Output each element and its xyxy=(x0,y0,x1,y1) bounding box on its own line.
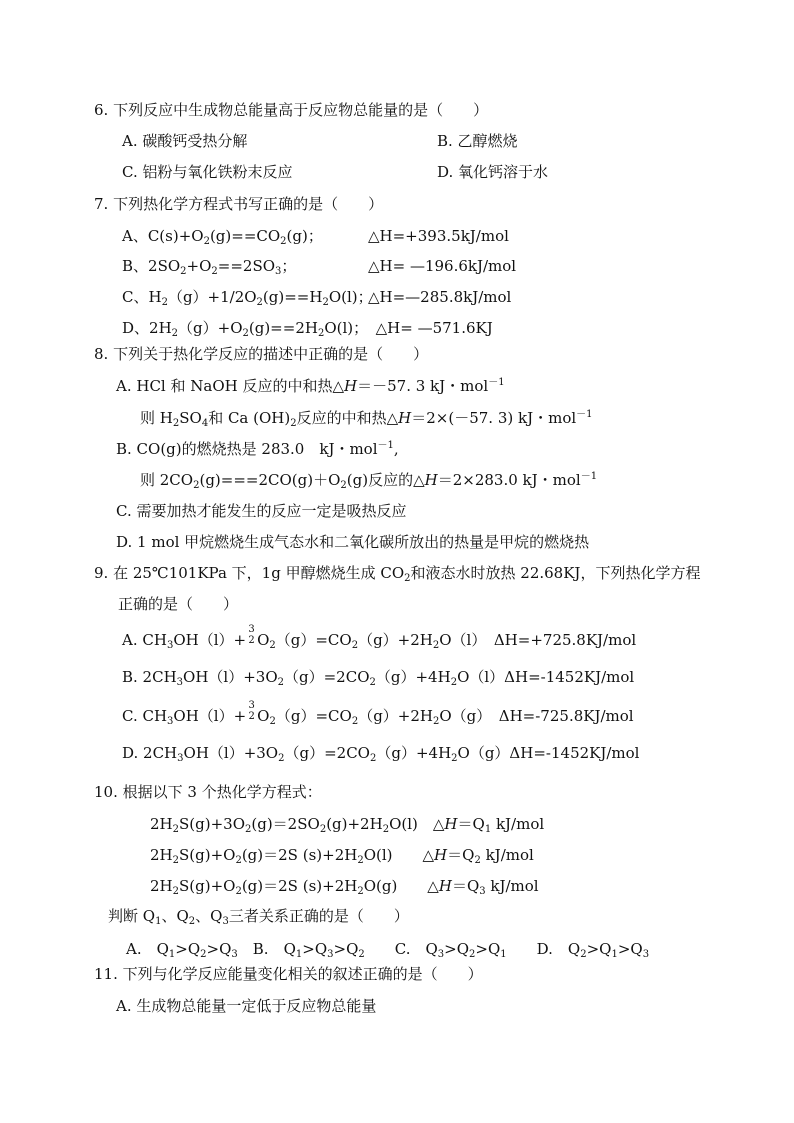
q9-stem: 9. 在 25℃101KPa 下，1g 甲醇燃烧生成 $CO_2$和液态水时放热 22.68KJ，下列热化学方程 xyxy=(94,564,701,584)
q9-option-b: B. $2CH_3OH(l)+3O_2(g)=2CO_2(g)+4H_2O(l)\Delta H=-1452KJ$/mol xyxy=(122,668,635,688)
q8-stem: 8. 下列关于热化学反应的描述中正确的是（ ） xyxy=(94,345,429,363)
q7-option-a: A、$C(s)+O_2(g)==CO_2(g)$； xyxy=(122,227,323,247)
q9-stem-line2: 正确的是（ ） xyxy=(118,595,239,613)
q8-option-d: D. 1 mol 甲烷燃烧生成气态水和二氧化碳所放出的热量是甲烷的燃烧热 xyxy=(116,533,590,551)
q10-judge: 判断 $Q_1$、$Q_2$、$Q_3$三者关系正确的是（ ） xyxy=(108,907,409,927)
q11-option-a: A. 生成物总能量一定低于反应物总能量 xyxy=(116,997,377,1015)
q6-option-d: D. 氧化钙溶于水 xyxy=(437,163,549,181)
q7-option-b: B、$2SO_2+O_2==2SO_3$； xyxy=(122,257,297,277)
q7-option-a-dh: △H=+393.5kJ/mol xyxy=(368,227,509,245)
q8-option-a-line2: 则 $H_2SO_4$和 Ca $(OH)_2$反应的中和热△H＝2×(－57. 3) kJ・mol$^{-1}$ xyxy=(140,409,593,429)
q6-option-b: B. 乙醇燃烧 xyxy=(437,132,518,150)
q9-option-a: A. $CH_3OH(l)+$ 3 2 $O_2(g)=CO_2(g)+2H_2O(l)$ ΔH=+725.8KJ/mol xyxy=(122,624,637,651)
q7-option-c: C、$H_2(g)+1/2O_2(g)==H_2O(l)$； xyxy=(122,288,373,308)
q7-option-b-dh: △H= —196.6kJ/mol xyxy=(368,257,517,275)
q6-stem: 6. 下列反应中生成物总能量高于反应物总能量的是（ ） xyxy=(94,101,489,119)
q8-option-a: A. HCl 和 NaOH 反应的中和热△H＝－57. 3 kJ・mol$^{-1}$ xyxy=(116,377,505,395)
q10-options: A. $Q_1>Q_2>Q_3$ B. $Q_1>Q_3>Q_2$ C. $Q_3>Q_2>Q_1$ D. $Q_2>Q_1>Q_3$ xyxy=(126,940,650,960)
q8-option-c: C. 需要加热才能发生的反应一定是吸热反应 xyxy=(116,502,407,520)
q10-stem: 10. 根据以下 3 个热化学方程式： xyxy=(94,783,322,801)
q9-option-d: D. $2CH_3OH(l)+3O_2(g)=2CO_2(g)+4H_2O(g)\Delta H=-1452KJ$/mol xyxy=(122,744,640,764)
q8-option-b-line2: 则 $2CO_2(g)===2CO(g)+O_2(g)$反应的△H＝2×283.0 kJ・mol$^{-1}$ xyxy=(140,471,598,491)
q6-option-a: A. 碳酸钙受热分解 xyxy=(122,132,248,150)
q6-option-c: C. 铝粉与氧化铁粉末反应 xyxy=(122,163,293,181)
q7-option-c-dh: △H=—285.8kJ/mol xyxy=(368,288,512,306)
q9-option-c: C. $CH_3OH(l)+$ 3 2 $O_2(g)=CO_2(g)+2H_2O(g)$ ΔH=-725.8KJ/mol xyxy=(122,700,634,727)
q7-option-d: D、$2H_2(g)+O_2(g)==2H_2O(l)$； △H= —571.6KJ xyxy=(122,319,493,339)
q10-equation-1: $2H_2S(g)+3O_2(g)=2SO_2(g)+2H_2O(l)$ $\triangle H=Q_1$ kJ/mol xyxy=(150,815,545,835)
q10-equation-2: $2H_2S(g)+O_2(g)=2S$ $(s)+2H_2O(l)$ $\triangle H=Q_2$ kJ/mol xyxy=(150,846,534,866)
q8-option-b: B. CO(g)的燃烧热是 283.0 kJ・mol$^{-1}$, xyxy=(116,440,399,458)
q7-stem: 7. 下列热化学方程式书写正确的是（ ） xyxy=(94,195,384,213)
q11-stem: 11. 下列与化学反应能量变化相关的叙述正确的是（ ） xyxy=(94,965,483,983)
q10-equation-3: $2H_2S(g)+O_2(g)=2S$ $(s)+2H_2O(g)$ $\triangle H=Q_3$ kJ/mol xyxy=(150,877,539,897)
